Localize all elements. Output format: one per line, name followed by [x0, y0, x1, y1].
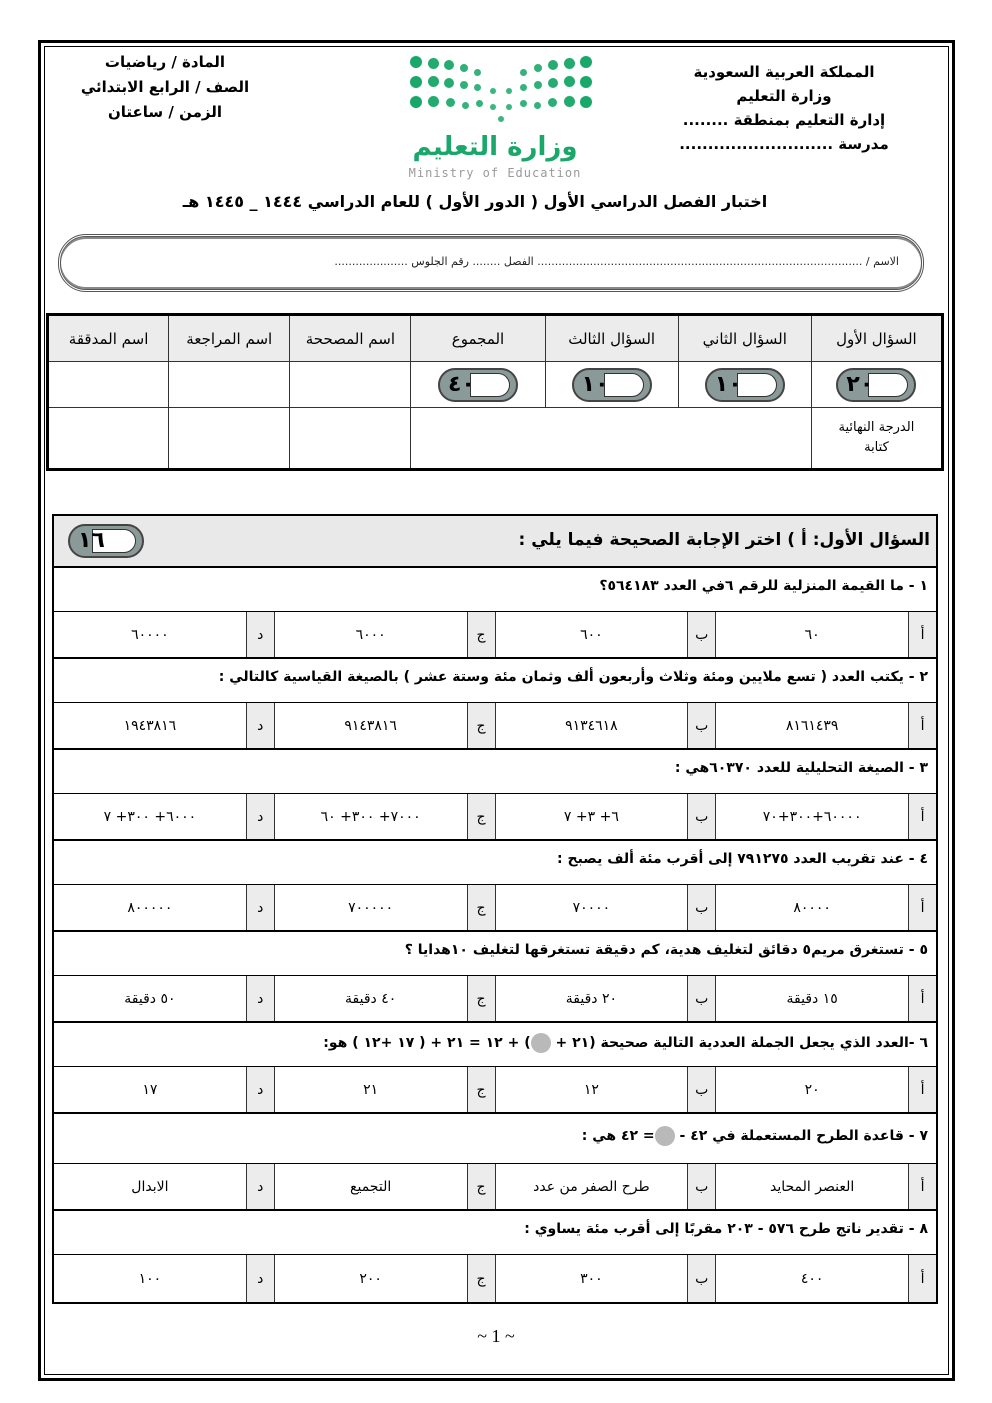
question-5-options: [54, 976, 936, 1023]
option-d[interactable]: ١٧: [142, 1081, 158, 1098]
option-d[interactable]: ١٩٤٣٨١٦: [123, 717, 177, 734]
ministry-name: وزارة التعليم: [736, 87, 832, 105]
option-label-a: أ: [908, 885, 936, 930]
blank-circle-icon: [655, 1126, 675, 1146]
option-c[interactable]: ٢١: [274, 1067, 467, 1112]
option-a[interactable]: ٦٠٠٠٠+٣٠٠+٧٠: [715, 794, 908, 839]
question-7-options: [54, 1164, 936, 1211]
option-label-b: ب: [687, 612, 715, 657]
logo-arabic-text: وزارة التعليم: [412, 132, 578, 162]
option-label-d: د: [246, 976, 274, 1021]
option-a[interactable]: ٨٠٠٠٠: [715, 885, 908, 930]
option-c[interactable]: التجميع: [274, 1164, 467, 1209]
option-label-b: ب: [687, 1255, 715, 1302]
header-q3: السؤال الثالث: [545, 315, 678, 362]
score-badge-q1: ٢٠: [836, 368, 916, 402]
score-badge-q2: ١٠: [705, 368, 785, 402]
score-input-box[interactable]: [604, 373, 644, 397]
option-label-d: د: [246, 1067, 274, 1112]
option-d[interactable]: ١٠٠: [138, 1270, 162, 1287]
option-label-a: أ: [908, 794, 936, 839]
option-d[interactable]: ٦٠٠٠+ ٣٠٠+ ٧: [103, 808, 197, 825]
option-a[interactable]: ١٥ دقيقة: [715, 976, 908, 1021]
corrector-name-cell[interactable]: [290, 362, 411, 408]
option-d[interactable]: ٨٠٠٠٠٠: [127, 899, 173, 916]
option-b[interactable]: ٦٠٠: [495, 612, 688, 657]
student-info-fields[interactable]: الاسم / ............................................................................................. الفصل ........ رقم الجلوس .....................: [334, 255, 899, 268]
option-d[interactable]: الابدال: [131, 1178, 169, 1195]
option-label-b: ب: [687, 1067, 715, 1112]
question-4-options: [54, 885, 936, 932]
header-q1: السؤال الأول: [811, 315, 942, 362]
question-4-text: ٤ - عند تقريب العدد ٧٩١٢٧٥ إلى أقرب مئة ألف يصبح :: [54, 841, 936, 885]
option-label-b: ب: [687, 703, 715, 748]
subject-label: المادة / رياضيات: [104, 53, 226, 71]
grade-label: الصف / الرابع الابتدائي: [80, 78, 250, 96]
question-8-text: ٨ - تقدير ناتج طرح ٥٧٦ - ٢٠٣ مقربًا إلى أقرب مئة يساوي :: [54, 1211, 936, 1255]
option-label-a: أ: [908, 1067, 936, 1112]
option-label-c: ج: [467, 1067, 495, 1112]
option-label-d: د: [246, 612, 274, 657]
logo-dots-icon: [410, 56, 590, 126]
question-5-text: ٥ - تستغرق مريم٥ دقائق لتغليف هدية، كم دقيقة تستغرقها لتغليف ١٠هدايا ؟: [54, 932, 936, 976]
option-d[interactable]: ٥٠ دقيقة: [124, 990, 176, 1007]
option-c[interactable]: ٧٠٠٠+ ٣٠٠+ ٦٠: [274, 794, 467, 839]
option-d[interactable]: ٦٠٠٠٠: [131, 626, 169, 643]
option-label-d: د: [246, 1164, 274, 1209]
question-3-text: ٣ - الصيغة التحليلية للعدد ٦٠٣٧٠هي :: [54, 750, 936, 794]
option-label-c: ج: [467, 794, 495, 839]
option-c[interactable]: ٢٠٠: [274, 1255, 467, 1302]
header-corrector: اسم المصححة: [290, 315, 411, 362]
option-a[interactable]: ٤٠٠: [715, 1255, 908, 1302]
blank-circle-icon: [531, 1033, 551, 1053]
option-b[interactable]: ٢٠ دقيقة: [495, 976, 688, 1021]
score-q2-cell: [678, 362, 811, 408]
option-label-b: ب: [687, 976, 715, 1021]
final-grade-written-cell[interactable]: [411, 408, 811, 470]
student-info-banner: [58, 234, 924, 292]
question-1-options: [54, 612, 936, 659]
option-label-c: ج: [467, 703, 495, 748]
option-label-b: ب: [687, 1164, 715, 1209]
option-a[interactable]: ٨١٦١٤٣٩: [715, 703, 908, 748]
reviewer-name-cell[interactable]: [169, 362, 290, 408]
option-a[interactable]: ٢٠: [715, 1067, 908, 1112]
header-auditor: اسم المدققة: [48, 315, 169, 362]
header-reviewer: اسم المراجعة: [169, 315, 290, 362]
auditor-sign-cell[interactable]: [48, 408, 169, 470]
option-label-a: أ: [908, 1164, 936, 1209]
option-c[interactable]: ٤٠ دقيقة: [274, 976, 467, 1021]
score-total-cell: [411, 362, 545, 408]
section-title: السؤال الأول: أ ) اختر الإجابة الصحيحة فيما يلي :: [518, 530, 930, 550]
option-b[interactable]: طرح الصفر من عدد: [495, 1164, 688, 1209]
corrector-sign-cell[interactable]: [290, 408, 411, 470]
section-header: [54, 516, 936, 568]
header-subject-block: [70, 50, 260, 125]
logo-english-text: Ministry of Education: [408, 166, 582, 180]
score-input-box[interactable]: [470, 373, 510, 397]
option-label-d: د: [246, 885, 274, 930]
question-6-options: [54, 1067, 936, 1114]
option-label-d: د: [246, 703, 274, 748]
option-b[interactable]: ١٢: [495, 1067, 688, 1112]
question-3-options: [54, 794, 936, 841]
option-label-a: أ: [908, 612, 936, 657]
header-institution-block: [654, 60, 914, 156]
score-q3-cell: [545, 362, 678, 408]
question-6-text: ٦ -العدد الذي يجعل الجملة العددية التالية صحيحة (٢١ + ) + ١٢ = ٢١ + ( ١٧ +١٢ ) هو:: [54, 1023, 936, 1067]
score-badge-total: ٤٠: [438, 368, 518, 402]
question-section-1: [52, 514, 938, 1304]
question-2-text: ٢ - يكتب العدد ( تسع ملايين ومئة وثلاث وأربعون ألف وثمان مئة وستة عشر ) بالصيغة القياسية كالتالي :: [54, 659, 936, 703]
question-2-options: [54, 703, 936, 750]
option-label-c: ج: [467, 612, 495, 657]
option-label-a: أ: [908, 976, 936, 1021]
country-name: المملكة العربية السعودية: [693, 63, 875, 81]
final-grade-label-cell: الدرجة النهائية كتابة: [811, 408, 942, 470]
option-a[interactable]: العنصر المحايد: [715, 1164, 908, 1209]
section-score-badge: ١٦: [68, 524, 144, 558]
option-a[interactable]: ٦٠: [715, 612, 908, 657]
question-1-text: ١ - ما القيمة المنزلية للرقم ٦في العدد ٥٦٤١٨٣؟: [54, 568, 936, 612]
question-7-text: ٧ - قاعدة الطرح المستعملة في ٤٢ - = ٤٢ هي :: [54, 1114, 936, 1164]
ministry-logo: [400, 56, 590, 186]
option-b[interactable]: ٣٠٠: [495, 1255, 688, 1302]
option-label-c: ج: [467, 885, 495, 930]
score-input-box[interactable]: [737, 373, 777, 397]
option-label-c: ج: [467, 1255, 495, 1302]
option-label-d: د: [246, 794, 274, 839]
page-number: ~ 1 ~: [477, 1326, 515, 1346]
option-label-b: ب: [687, 794, 715, 839]
region-field: إدارة التعليم بمنطقة ........: [682, 111, 886, 129]
reviewer-sign-cell[interactable]: [169, 408, 290, 470]
score-q1-cell: [811, 362, 942, 408]
option-b[interactable]: ٩١٣٤٦١٨: [495, 703, 688, 748]
question-8-options: [54, 1255, 936, 1302]
school-field: مدرسة ...........................: [679, 135, 889, 153]
option-c[interactable]: ٧٠٠٠٠٠: [274, 885, 467, 930]
score-badge-q3: ١٠: [572, 368, 652, 402]
header-q2: السؤال الثاني: [678, 315, 811, 362]
option-c[interactable]: ٩١٤٣٨١٦: [274, 703, 467, 748]
option-b[interactable]: ٦+ ٣+ ٧: [495, 794, 688, 839]
grades-table: [46, 313, 944, 471]
auditor-name-cell[interactable]: [48, 362, 169, 408]
option-label-a: أ: [908, 703, 936, 748]
option-label-c: ج: [467, 976, 495, 1021]
time-label: الزمن / ساعتان: [107, 103, 222, 121]
score-input-box[interactable]: [868, 373, 908, 397]
option-label-c: ج: [467, 1164, 495, 1209]
option-label-a: أ: [908, 1255, 936, 1302]
option-label-b: ب: [687, 885, 715, 930]
header-total: المجموع: [411, 315, 545, 362]
option-c[interactable]: ٦٠٠٠: [274, 612, 467, 657]
option-label-d: د: [246, 1255, 274, 1302]
option-b[interactable]: ٧٠٠٠٠: [495, 885, 688, 930]
exam-title: اختبار الفصل الدراسي الأول ( الدور الأول ) للعام الدراسي ١٤٤٤ _ ١٤٤٥ هـ: [182, 192, 768, 211]
